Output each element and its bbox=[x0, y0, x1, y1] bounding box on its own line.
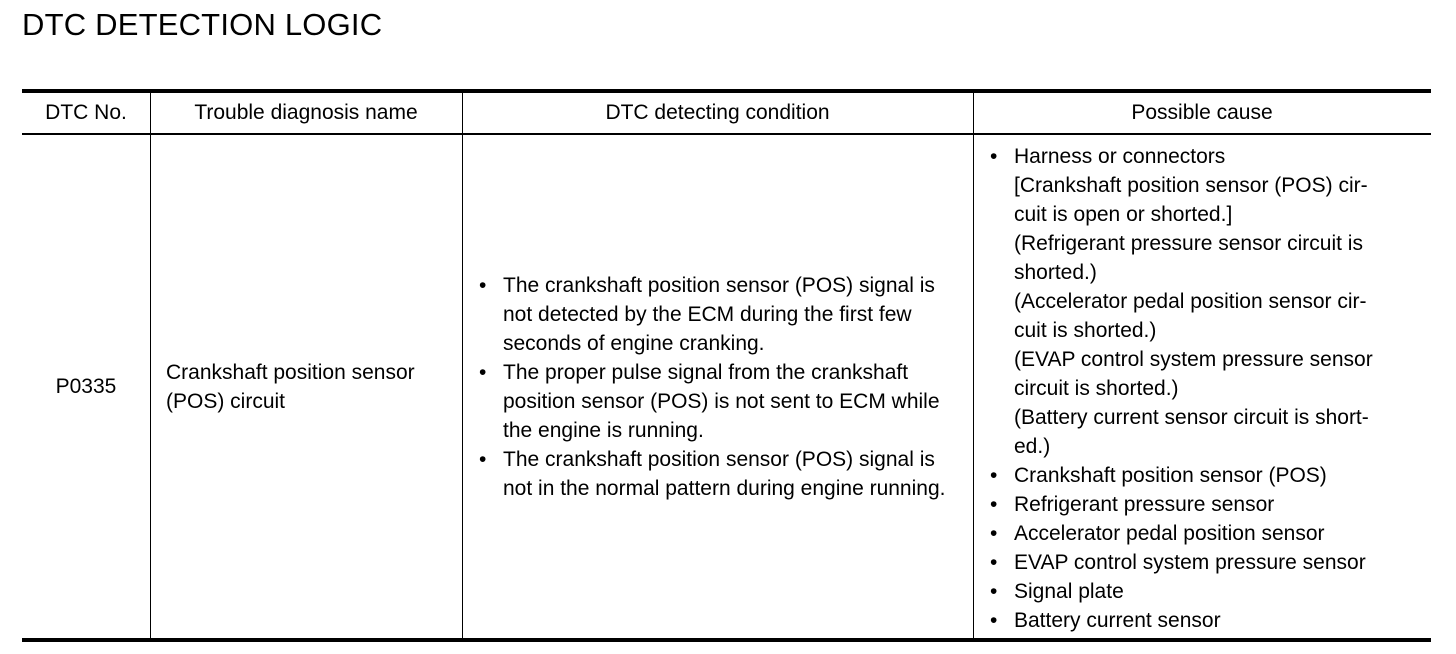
dtc-table bbox=[22, 89, 1431, 642]
bullet: • bbox=[990, 493, 998, 516]
cause-line: Refrigerant pressure sensor bbox=[1014, 493, 1275, 516]
condition-item: • The crankshaft position sensor (POS) signal is not in the normal pattern during engine running. bbox=[477, 445, 967, 503]
cause-line: [Crankshaft position sensor (POS) cir- bbox=[1014, 174, 1368, 197]
cause-item bbox=[988, 461, 1428, 490]
bullet: • bbox=[990, 522, 998, 545]
header-dtc-detecting-condition: DTC detecting condition bbox=[605, 101, 830, 124]
cause-item bbox=[988, 142, 1428, 461]
column-divider bbox=[973, 93, 974, 638]
cause-line: cuit is open or shorted.] bbox=[1014, 203, 1233, 226]
trouble-diagnosis-name-cell bbox=[166, 135, 466, 638]
cause-line: cuit is shorted.) bbox=[1014, 319, 1157, 342]
bullet: • bbox=[990, 551, 998, 574]
header-trouble-diagnosis-name: Trouble diagnosis name bbox=[194, 101, 418, 124]
bullet: • bbox=[990, 580, 998, 603]
cause-line: ed.) bbox=[1014, 435, 1051, 458]
header-dtc-no: DTC No. bbox=[45, 101, 127, 124]
possible-cause-cell bbox=[988, 142, 1428, 635]
page-title: DTC DETECTION LOGIC bbox=[22, 7, 383, 42]
cause-line: EVAP control system pressure sensor bbox=[1014, 551, 1366, 574]
trouble-diagnosis-name-line: Crankshaft position sensor bbox=[166, 360, 415, 384]
cause-line: (Refrigerant pressure sensor circuit is bbox=[1014, 232, 1363, 255]
dtc-code: P0335 bbox=[55, 375, 117, 398]
cause-item bbox=[988, 548, 1428, 577]
detecting-condition-cell bbox=[477, 135, 967, 638]
bullet: • bbox=[990, 609, 998, 632]
cause-line: (Accelerator pedal position sensor cir- bbox=[1014, 290, 1367, 313]
cause-line: Battery current sensor bbox=[1014, 609, 1221, 632]
cause-line: circuit is shorted.) bbox=[1014, 377, 1179, 400]
condition-item: • The crankshaft position sensor (POS) signal is not detected by the ECM during the first few seconds of engine cranking. bbox=[477, 271, 967, 358]
column-divider bbox=[150, 93, 151, 638]
cause-item bbox=[988, 606, 1428, 635]
header-possible-cause: Possible cause bbox=[1131, 101, 1273, 124]
cause-line: Harness or connectors bbox=[1014, 145, 1226, 168]
cause-line: Crankshaft position sensor (POS) bbox=[1014, 464, 1327, 487]
cause-line: (Battery current sensor circuit is short- bbox=[1014, 406, 1369, 429]
condition-list bbox=[477, 271, 967, 503]
dtc-code-cell bbox=[22, 135, 150, 638]
cause-item bbox=[988, 490, 1428, 519]
bullet: • bbox=[990, 145, 998, 168]
cause-line: (EVAP control system pressure sensor bbox=[1014, 348, 1373, 371]
cause-item bbox=[988, 519, 1428, 548]
cause-line: shorted.) bbox=[1014, 261, 1097, 284]
trouble-diagnosis-name-line: (POS) circuit bbox=[166, 389, 286, 413]
cause-item bbox=[988, 577, 1428, 606]
condition-item: • The proper pulse signal from the crankshaft position sensor (POS) is not sent to ECM while the engine is running. bbox=[477, 358, 967, 445]
bullet: • bbox=[990, 464, 998, 487]
cause-line: Accelerator pedal position sensor bbox=[1014, 522, 1325, 545]
cause-line: Signal plate bbox=[1014, 580, 1124, 603]
